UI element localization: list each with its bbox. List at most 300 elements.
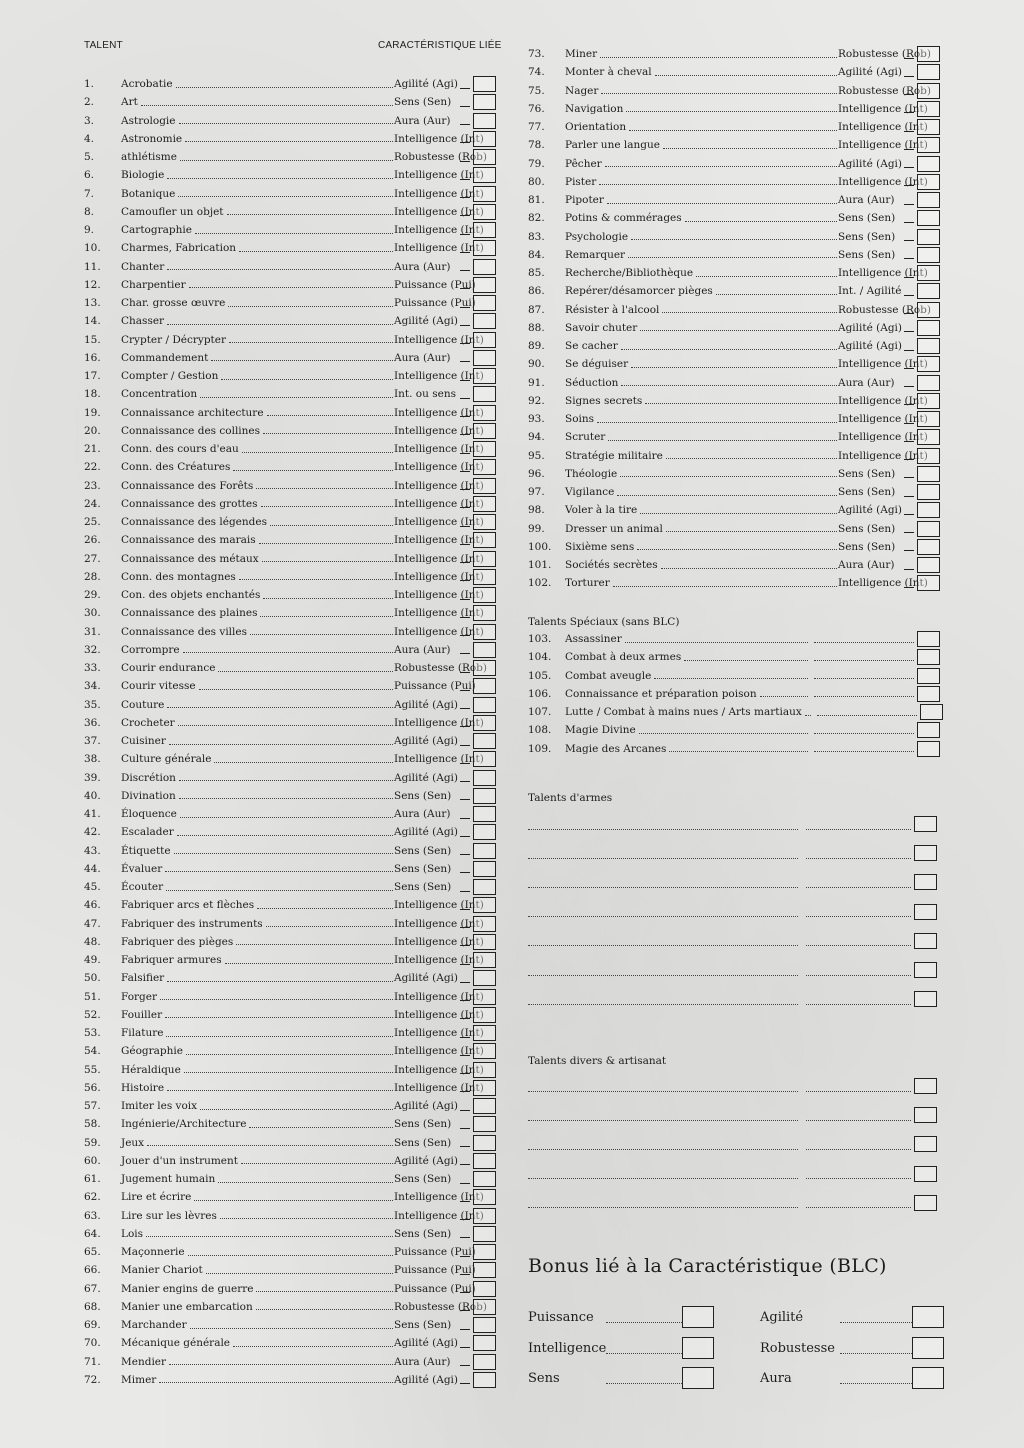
- rank-line[interactable]: [460, 1237, 470, 1238]
- rank-line[interactable]: [460, 1146, 470, 1147]
- rank-line[interactable]: [460, 799, 470, 800]
- dotted-leader: [214, 762, 393, 763]
- talent-name-line[interactable]: [528, 1120, 798, 1121]
- score-box[interactable]: [917, 283, 940, 299]
- score-box[interactable]: [473, 1208, 496, 1224]
- rank-line[interactable]: [460, 1310, 470, 1311]
- score-box[interactable]: [473, 1025, 496, 1041]
- rank-line[interactable]: [460, 690, 470, 691]
- rank-line[interactable]: [460, 562, 470, 563]
- rank-line[interactable]: [460, 1383, 470, 1384]
- rank-line[interactable]: [460, 507, 470, 508]
- talent-name-line[interactable]: [528, 829, 798, 830]
- rank-line[interactable]: [460, 964, 470, 965]
- score-box[interactable]: [473, 897, 496, 913]
- talent-row: [528, 209, 940, 227]
- rank-line[interactable]: [460, 197, 470, 198]
- score-box[interactable]: [917, 411, 940, 427]
- value-line[interactable]: [814, 751, 914, 752]
- score-box[interactable]: [473, 532, 496, 548]
- value-line[interactable]: [814, 642, 914, 643]
- rank-line[interactable]: [460, 179, 470, 180]
- rank-line[interactable]: [904, 277, 914, 278]
- score-box[interactable]: [473, 441, 496, 457]
- rank-line[interactable]: [460, 745, 470, 746]
- score-box[interactable]: [917, 247, 940, 263]
- talent-number: 84.: [528, 248, 545, 261]
- talent-number: 104.: [528, 651, 552, 664]
- score-box[interactable]: [473, 1098, 496, 1114]
- score-box[interactable]: [473, 1007, 496, 1023]
- rank-line[interactable]: [460, 1110, 470, 1111]
- rank-line[interactable]: [904, 496, 914, 497]
- rank-line[interactable]: [904, 441, 914, 442]
- score-box[interactable]: [917, 741, 940, 757]
- talent-name-line[interactable]: [528, 858, 798, 859]
- talent-name-line[interactable]: [528, 887, 798, 888]
- characteristic-line[interactable]: [806, 1091, 911, 1092]
- rank-line[interactable]: [460, 1347, 470, 1348]
- score-box[interactable]: [917, 502, 940, 518]
- score-box[interactable]: [917, 375, 940, 391]
- score-box[interactable]: [473, 240, 496, 256]
- linked-characteristic: Puissance (Pui): [394, 278, 476, 291]
- rank-line[interactable]: [904, 167, 914, 168]
- score-box[interactable]: [473, 386, 496, 402]
- talent-name: Connaissance des grottes: [121, 497, 258, 510]
- score-box[interactable]: [917, 448, 940, 464]
- score-box[interactable]: [473, 277, 496, 293]
- rank-line[interactable]: [904, 58, 914, 59]
- characteristic-line[interactable]: [806, 1207, 911, 1208]
- characteristic-line[interactable]: [806, 887, 911, 888]
- score-box[interactable]: [473, 478, 496, 494]
- score-box[interactable]: [473, 368, 496, 384]
- linked-characteristic: Aura (Aur): [838, 559, 895, 572]
- score-box[interactable]: [473, 934, 496, 950]
- score-box[interactable]: [473, 642, 496, 658]
- rank-line[interactable]: [904, 331, 914, 332]
- characteristic-line[interactable]: [806, 945, 911, 946]
- score-box[interactable]: [473, 496, 496, 512]
- value-line[interactable]: [814, 660, 914, 661]
- score-box[interactable]: [914, 1078, 937, 1094]
- rank-line[interactable]: [904, 295, 914, 296]
- score-box[interactable]: [917, 575, 940, 591]
- talent-row: [84, 185, 496, 203]
- score-box[interactable]: [473, 970, 496, 986]
- bonus-box[interactable]: [682, 1337, 714, 1359]
- rank-line[interactable]: [460, 1037, 470, 1038]
- rank-line[interactable]: [904, 240, 914, 241]
- score-box[interactable]: [473, 569, 496, 585]
- score-box[interactable]: [917, 320, 940, 336]
- score-box[interactable]: [473, 1372, 496, 1388]
- rank-line[interactable]: [460, 927, 470, 928]
- rank-line[interactable]: [460, 1000, 470, 1001]
- score-box[interactable]: [917, 156, 940, 172]
- score-box[interactable]: [473, 1135, 496, 1151]
- rank-line[interactable]: [460, 416, 470, 417]
- talent-number: 27.: [84, 552, 101, 565]
- value-line[interactable]: [817, 715, 917, 716]
- rank-line[interactable]: [460, 763, 470, 764]
- rank-line[interactable]: [904, 94, 914, 95]
- linked-characteristic: Intelligence (Int): [838, 394, 928, 407]
- score-box[interactable]: [914, 1166, 937, 1182]
- score-box[interactable]: [473, 186, 496, 202]
- characteristic-line[interactable]: [806, 1004, 911, 1005]
- score-box[interactable]: [917, 686, 940, 702]
- score-box[interactable]: [473, 405, 496, 421]
- dotted-leader: [233, 470, 393, 471]
- rank-line[interactable]: [460, 106, 470, 107]
- rank-line[interactable]: [460, 872, 470, 873]
- bonus-box[interactable]: [912, 1306, 944, 1328]
- dotted-leader: [640, 513, 837, 514]
- talent-name: Jugement humain: [121, 1173, 216, 1186]
- value-line[interactable]: [814, 696, 914, 697]
- score-box[interactable]: [914, 904, 937, 920]
- rank-line[interactable]: [460, 1073, 470, 1074]
- score-box[interactable]: [473, 113, 496, 129]
- rank-line[interactable]: [904, 532, 914, 533]
- talent-name-line[interactable]: [528, 975, 798, 976]
- characteristic-line[interactable]: [806, 916, 911, 917]
- score-box[interactable]: [473, 1043, 496, 1059]
- dotted-leader: [185, 141, 393, 142]
- talent-name: Charpentier: [121, 278, 186, 291]
- dotted-leader: [840, 1322, 912, 1323]
- bonus-label: Robustesse: [760, 1340, 835, 1356]
- score-box[interactable]: [473, 514, 496, 530]
- score-box[interactable]: [917, 484, 940, 500]
- rank-line[interactable]: [904, 477, 914, 478]
- score-box[interactable]: [473, 1244, 496, 1260]
- score-box[interactable]: [914, 1195, 937, 1211]
- rank-line[interactable]: [460, 88, 470, 89]
- rank-line[interactable]: [460, 982, 470, 983]
- rank-line[interactable]: [460, 325, 470, 326]
- score-box[interactable]: [473, 660, 496, 676]
- rank-line[interactable]: [460, 1018, 470, 1019]
- rank-line[interactable]: [904, 131, 914, 132]
- rank-line[interactable]: [460, 635, 470, 636]
- score-box[interactable]: [917, 137, 940, 153]
- dotted-leader: [760, 696, 808, 697]
- talent-name-line[interactable]: [528, 1149, 798, 1150]
- score-box[interactable]: [917, 557, 940, 573]
- rank-line[interactable]: [460, 215, 470, 216]
- talent-name: Miner: [565, 48, 598, 61]
- score-box[interactable]: [917, 466, 940, 482]
- score-box[interactable]: [917, 302, 940, 318]
- rank-line[interactable]: [460, 599, 470, 600]
- score-box[interactable]: [917, 649, 940, 665]
- rank-line[interactable]: [460, 653, 470, 654]
- rank-line[interactable]: [460, 580, 470, 581]
- score-box[interactable]: [473, 149, 496, 165]
- score-box[interactable]: [473, 989, 496, 1005]
- score-box[interactable]: [473, 1262, 496, 1278]
- score-box[interactable]: [473, 605, 496, 621]
- rank-line[interactable]: [460, 818, 470, 819]
- rank-line[interactable]: [460, 891, 470, 892]
- talent-row: [84, 239, 496, 257]
- rank-line[interactable]: [460, 343, 470, 344]
- score-box[interactable]: [917, 722, 940, 738]
- score-box[interactable]: [917, 192, 940, 208]
- talent-name: Conn. des cours d'eau: [121, 443, 239, 456]
- rank-line[interactable]: [904, 258, 914, 259]
- score-box[interactable]: [473, 843, 496, 859]
- rank-line[interactable]: [460, 307, 470, 308]
- score-box[interactable]: [473, 1299, 496, 1315]
- score-box[interactable]: [473, 76, 496, 92]
- score-box[interactable]: [473, 879, 496, 895]
- score-box[interactable]: [473, 459, 496, 475]
- score-box[interactable]: [917, 631, 940, 647]
- rank-line[interactable]: [460, 1292, 470, 1293]
- talent-name-line[interactable]: [528, 1004, 798, 1005]
- rank-line[interactable]: [460, 1256, 470, 1257]
- rank-line[interactable]: [904, 350, 914, 351]
- talent-name: Mimer: [121, 1373, 157, 1386]
- dotted-leader: [625, 642, 808, 643]
- score-box[interactable]: [914, 1136, 937, 1152]
- rank-line[interactable]: [904, 459, 914, 460]
- score-box[interactable]: [473, 733, 496, 749]
- talent-row: [84, 385, 496, 403]
- score-box[interactable]: [920, 704, 943, 720]
- score-box[interactable]: [473, 423, 496, 439]
- rank-line[interactable]: [460, 288, 470, 289]
- linked-characteristic: Intelligence (Int): [838, 139, 928, 152]
- dotted-leader: [601, 93, 837, 94]
- score-box[interactable]: [473, 751, 496, 767]
- score-box[interactable]: [917, 174, 940, 190]
- score-box[interactable]: [917, 101, 940, 117]
- score-box[interactable]: [473, 952, 496, 968]
- talent-row: [84, 1042, 496, 1060]
- characteristic-line[interactable]: [806, 1149, 911, 1150]
- rank-line[interactable]: [460, 708, 470, 709]
- score-box[interactable]: [473, 204, 496, 220]
- rank-line[interactable]: [904, 404, 914, 405]
- score-box[interactable]: [917, 539, 940, 555]
- score-box[interactable]: [473, 1116, 496, 1132]
- rank-line[interactable]: [460, 945, 470, 946]
- score-box[interactable]: [917, 64, 940, 80]
- talent-number: 103.: [528, 633, 552, 646]
- dotted-leader: [242, 452, 393, 453]
- linked-characteristic: Intelligence (Int): [394, 224, 484, 237]
- rank-line[interactable]: [460, 398, 470, 399]
- characteristic-line[interactable]: [806, 858, 911, 859]
- characteristic-line[interactable]: [806, 1120, 911, 1121]
- score-box[interactable]: [473, 861, 496, 877]
- score-box[interactable]: [473, 295, 496, 311]
- rank-line[interactable]: [460, 909, 470, 910]
- rank-line[interactable]: [904, 185, 914, 186]
- score-box[interactable]: [473, 715, 496, 731]
- rank-line[interactable]: [460, 544, 470, 545]
- linked-characteristic: Intelligence (Int): [394, 479, 484, 492]
- rank-line[interactable]: [460, 617, 470, 618]
- rank-line[interactable]: [904, 112, 914, 113]
- score-box[interactable]: [917, 429, 940, 445]
- characteristic-line[interactable]: [806, 975, 911, 976]
- bonus-box[interactable]: [682, 1306, 714, 1328]
- dotted-leader: [186, 1054, 393, 1055]
- score-box[interactable]: [473, 788, 496, 804]
- score-box[interactable]: [917, 210, 940, 226]
- characteristic-line[interactable]: [806, 1178, 911, 1179]
- rank-line[interactable]: [460, 1091, 470, 1092]
- score-box[interactable]: [917, 393, 940, 409]
- score-box[interactable]: [914, 991, 937, 1007]
- score-box[interactable]: [473, 167, 496, 183]
- score-box[interactable]: [473, 1171, 496, 1187]
- rank-line[interactable]: [904, 222, 914, 223]
- score-box[interactable]: [917, 265, 940, 281]
- score-box[interactable]: [914, 816, 937, 832]
- rank-line[interactable]: [904, 149, 914, 150]
- rank-line[interactable]: [904, 368, 914, 369]
- score-box[interactable]: [473, 1335, 496, 1351]
- rank-line[interactable]: [460, 124, 470, 125]
- rank-line[interactable]: [460, 1055, 470, 1056]
- score-box[interactable]: [917, 338, 940, 354]
- talent-name-line[interactable]: [528, 1178, 798, 1179]
- score-box[interactable]: [473, 678, 496, 694]
- rank-line[interactable]: [460, 361, 470, 362]
- score-box[interactable]: [914, 933, 937, 949]
- rank-line[interactable]: [460, 672, 470, 673]
- score-box[interactable]: [473, 350, 496, 366]
- rank-line[interactable]: [460, 1365, 470, 1366]
- score-box[interactable]: [473, 259, 496, 275]
- rank-line[interactable]: [460, 526, 470, 527]
- score-box[interactable]: [473, 1317, 496, 1333]
- rank-line[interactable]: [460, 1128, 470, 1129]
- talent-row: [84, 896, 496, 914]
- talent-row: [84, 1353, 496, 1371]
- talent-name: Jeux: [121, 1136, 145, 1149]
- score-box[interactable]: [917, 521, 940, 537]
- rank-line[interactable]: [904, 514, 914, 515]
- score-box[interactable]: [917, 119, 940, 135]
- score-box[interactable]: [917, 668, 940, 684]
- score-box[interactable]: [917, 356, 940, 372]
- rank-line[interactable]: [460, 781, 470, 782]
- rank-line[interactable]: [904, 386, 914, 387]
- value-line[interactable]: [814, 733, 914, 734]
- score-box[interactable]: [914, 845, 937, 861]
- rank-line[interactable]: [904, 76, 914, 77]
- score-box[interactable]: [473, 131, 496, 147]
- rank-line[interactable]: [460, 1183, 470, 1184]
- rank-line[interactable]: [460, 434, 470, 435]
- score-box[interactable]: [473, 222, 496, 238]
- score-box[interactable]: [473, 697, 496, 713]
- score-box[interactable]: [473, 1080, 496, 1096]
- rank-line[interactable]: [460, 1219, 470, 1220]
- bonus-box[interactable]: [912, 1337, 944, 1359]
- rank-line[interactable]: [904, 550, 914, 551]
- rank-line[interactable]: [460, 1274, 470, 1275]
- bonus-box[interactable]: [682, 1367, 714, 1389]
- characteristic-line[interactable]: [806, 829, 911, 830]
- score-box[interactable]: [473, 94, 496, 110]
- score-box[interactable]: [473, 916, 496, 932]
- rank-line[interactable]: [460, 1201, 470, 1202]
- score-box[interactable]: [473, 1226, 496, 1242]
- talent-number: 10.: [84, 242, 101, 255]
- rank-line[interactable]: [904, 569, 914, 570]
- rank-line[interactable]: [460, 489, 470, 490]
- rank-line[interactable]: [904, 204, 914, 205]
- value-line[interactable]: [814, 678, 914, 679]
- rank-line[interactable]: [460, 234, 470, 235]
- rank-line[interactable]: [460, 1329, 470, 1330]
- rank-line[interactable]: [460, 471, 470, 472]
- rank-line[interactable]: [904, 423, 914, 424]
- score-box[interactable]: [914, 874, 937, 890]
- talent-number: 101.: [528, 559, 552, 572]
- score-box[interactable]: [473, 1062, 496, 1078]
- rank-line[interactable]: [460, 854, 470, 855]
- score-box[interactable]: [473, 313, 496, 329]
- rank-line[interactable]: [460, 836, 470, 837]
- talent-name-line[interactable]: [528, 1207, 798, 1208]
- score-box[interactable]: [473, 624, 496, 640]
- score-box[interactable]: [473, 1281, 496, 1297]
- score-box[interactable]: [473, 806, 496, 822]
- rank-line[interactable]: [460, 142, 470, 143]
- score-box[interactable]: [473, 770, 496, 786]
- bonus-box[interactable]: [912, 1367, 944, 1389]
- score-box[interactable]: [473, 1153, 496, 1169]
- rank-line[interactable]: [460, 726, 470, 727]
- rank-line[interactable]: [904, 313, 914, 314]
- score-box[interactable]: [473, 1189, 496, 1205]
- talent-name-line[interactable]: [528, 945, 798, 946]
- rank-line[interactable]: [460, 270, 470, 271]
- rank-line[interactable]: [460, 252, 470, 253]
- talent-name-line[interactable]: [528, 916, 798, 917]
- score-box[interactable]: [473, 551, 496, 567]
- rank-line[interactable]: [460, 453, 470, 454]
- talent-name: Cartographie: [121, 224, 192, 237]
- score-box[interactable]: [473, 824, 496, 840]
- score-box[interactable]: [914, 962, 937, 978]
- score-box[interactable]: [917, 83, 940, 99]
- rank-line[interactable]: [460, 161, 470, 162]
- score-box[interactable]: [473, 332, 496, 348]
- score-box[interactable]: [473, 587, 496, 603]
- score-box[interactable]: [914, 1107, 937, 1123]
- rank-line[interactable]: [904, 587, 914, 588]
- dotted-leader: [597, 422, 837, 423]
- score-box[interactable]: [917, 229, 940, 245]
- score-box[interactable]: [917, 46, 940, 62]
- talent-name-line[interactable]: [528, 1091, 798, 1092]
- dotted-leader: [621, 385, 837, 386]
- rank-line[interactable]: [460, 380, 470, 381]
- rank-line[interactable]: [460, 1164, 470, 1165]
- score-box[interactable]: [473, 1354, 496, 1370]
